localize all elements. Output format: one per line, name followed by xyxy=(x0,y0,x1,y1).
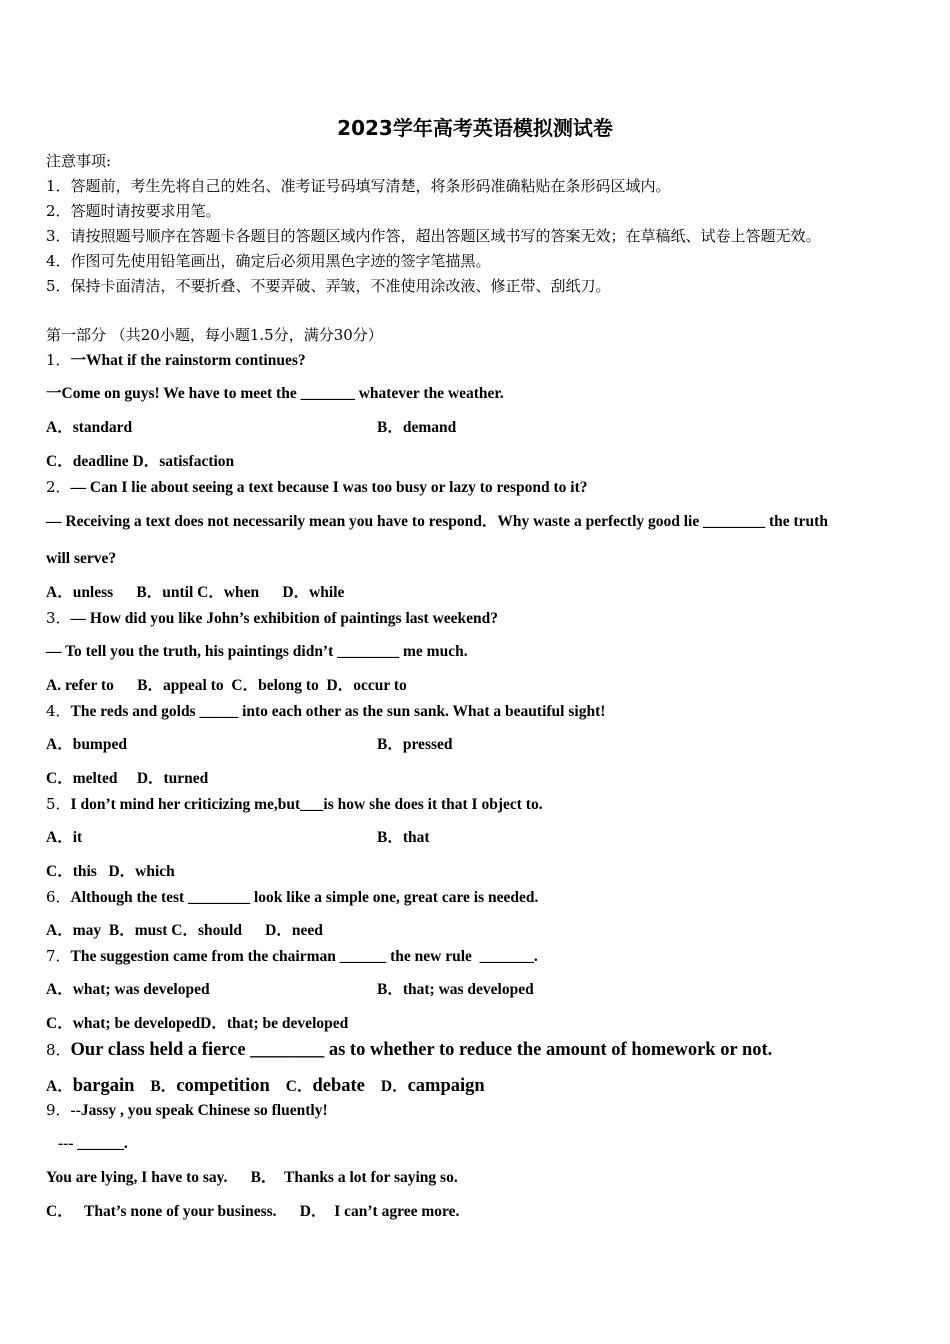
question-8-options xyxy=(46,1074,485,1099)
question-3-options: A. refer to B．appeal to C．belong to D．occur to xyxy=(46,677,407,694)
question-stem: — Can I lie about seeing a text because I was too busy or lazy to respond to it? xyxy=(70,479,588,496)
page-title: 2023学年高考英语模拟测试卷 xyxy=(337,116,613,140)
question-1-options-cd: C．deadline D．satisfaction xyxy=(46,453,235,470)
question-stem: — How did you like John’s exhibition of paintings last weekend? xyxy=(70,610,499,627)
question-stem: The suggestion came from the chairman ______ the new rule _______. xyxy=(70,948,538,965)
question-2-reply: — Receiving a text does not necessarily mean you have to respond．Why waste a perfectly good lie ________ the truth xyxy=(46,513,828,530)
question-stem: --Jassy , you speak Chinese so fluently! xyxy=(70,1102,328,1119)
question-number: 1． xyxy=(46,351,71,369)
question-4-option-b: B．pressed xyxy=(377,736,453,753)
question-stem: I don’t mind her criticizing me,but___is how she does it that I object to. xyxy=(70,796,543,813)
option-a: A．bargain xyxy=(46,1076,135,1096)
question-number: 9． xyxy=(46,1101,71,1119)
question-6 xyxy=(46,887,538,908)
question-number: 4． xyxy=(46,702,71,720)
question-2 xyxy=(46,477,588,498)
question-2-reply-cont: will serve? xyxy=(46,550,117,567)
question-number: 7． xyxy=(46,947,71,965)
question-number: 6． xyxy=(46,888,71,906)
question-3-reply: — To tell you the truth, his paintings didn’t ________ me much. xyxy=(46,643,468,660)
question-7-option-a: A．what; was developed xyxy=(46,981,210,998)
notice-item-3: 3．请按照题号顺序在答题卡各题目的答题区域内作答，超出答题区域书写的答案无效；在草稿纸、试卷上答题无效。 xyxy=(46,227,821,245)
option-c: C．debate xyxy=(285,1076,365,1096)
question-7 xyxy=(46,946,538,967)
notice-item-1: 1．答题前，考生先将自己的姓名、准考证号码填写清楚，将条形码准确粘贴在条形码区域内。 xyxy=(46,177,671,195)
notice-item-5: 5．保持卡面清洁，不要折叠、不要弄破、弄皱，不准使用涂改液、修正带、刮纸刀。 xyxy=(46,277,611,295)
question-1-option-b: B．demand xyxy=(377,419,457,436)
question-5-options-cd: C．this D．which xyxy=(46,863,175,880)
notice-heading: 注意事项: xyxy=(46,152,112,170)
question-1-reply: 一Come on guys! We have to meet the _______ whatever the weather. xyxy=(46,385,504,402)
notice-item-4: 4．作图可先使用铅笔画出，确定后必须用黑色字迹的签字笔描黑。 xyxy=(46,252,491,270)
question-9 xyxy=(46,1100,328,1121)
question-5-option-b: B．that xyxy=(377,829,430,846)
question-stem: The reds and golds _____ into each other as the sun sank. What a beautiful sight! xyxy=(70,703,606,720)
question-1-option-a: A．standard xyxy=(46,419,133,436)
question-1 xyxy=(46,350,306,371)
question-stem: Our class held a fierce ________ as to whether to reduce the amount of homework or not. xyxy=(70,1040,773,1060)
question-9-options-cd: C． That’s none of your business. D． I can’t agree more. xyxy=(46,1203,460,1220)
question-4-options-cd: C．melted D．turned xyxy=(46,770,209,787)
question-4 xyxy=(46,701,605,722)
option-d: D．campaign xyxy=(380,1076,485,1096)
option-b: B．competition xyxy=(150,1076,270,1096)
question-4-option-a: A．bumped xyxy=(46,736,127,753)
question-number: 5． xyxy=(46,795,71,813)
question-9-options-ab: You are lying, I have to say. B． Thanks a lot for saying so. xyxy=(46,1169,458,1186)
question-9-reply: --- ______. xyxy=(58,1135,128,1152)
notice-item-2: 2．答题时请按要求用笔。 xyxy=(46,202,221,220)
section-heading: 第一部分 （共20小题，每小题1.5分，满分30分） xyxy=(46,326,383,344)
question-7-options-cd: C．what; be developedD．that; be developed xyxy=(46,1015,349,1032)
question-5 xyxy=(46,794,543,815)
question-stem: Although the test ________ look like a simple one, great care is needed. xyxy=(70,889,539,906)
question-number: 3． xyxy=(46,609,71,627)
question-8 xyxy=(46,1038,772,1062)
question-6-options: A．may B．must C．should D．need xyxy=(46,922,323,939)
question-number: 2． xyxy=(46,478,71,496)
question-stem: 一What if the rainstorm continues? xyxy=(70,352,306,369)
question-7-option-b: B．that; was developed xyxy=(377,981,534,998)
question-number: 8． xyxy=(46,1041,71,1059)
question-5-option-a: A．it xyxy=(46,829,83,846)
question-3 xyxy=(46,608,498,629)
question-2-options: A．unless B．until C．when D．while xyxy=(46,584,345,601)
